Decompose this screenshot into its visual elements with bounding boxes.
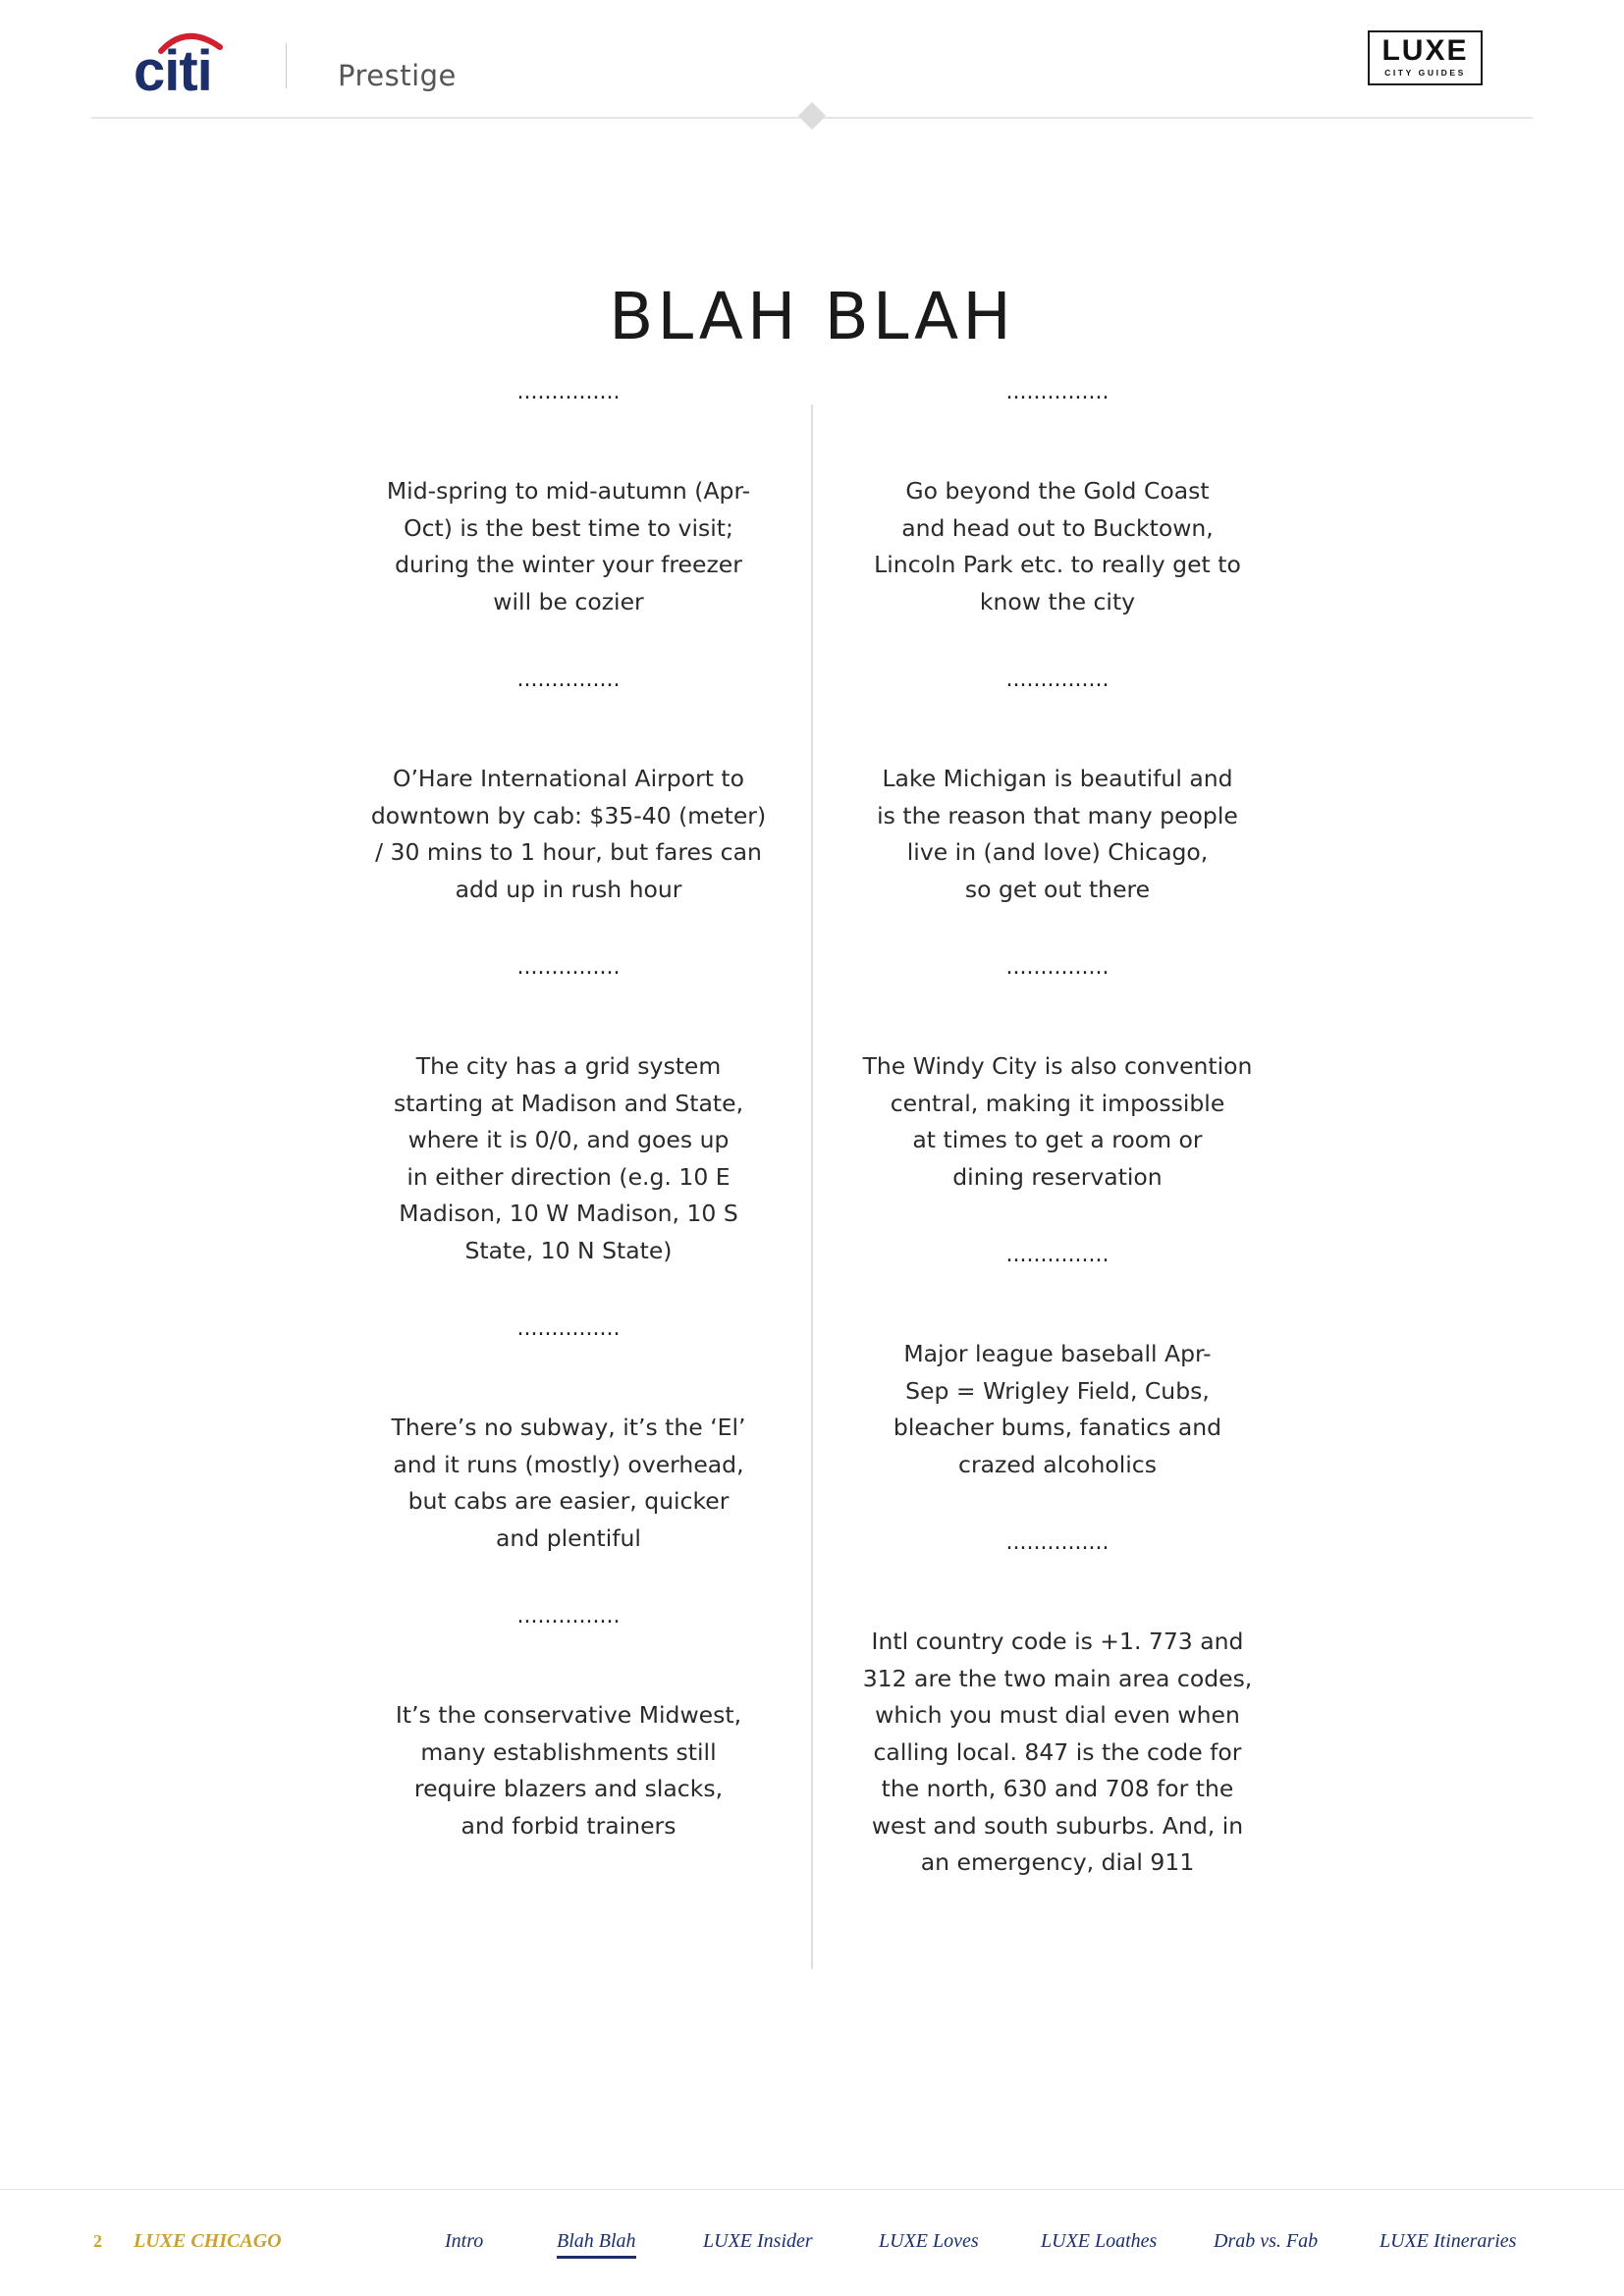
- dotted-separator: ...............: [1005, 667, 1110, 692]
- tip-item: [352, 667, 785, 908]
- tip-item: [352, 955, 785, 1269]
- nav-luxe-insider[interactable]: LUXE Insider: [703, 2230, 813, 2252]
- dotted-separator: ...............: [1005, 1530, 1110, 1555]
- citi-wordmark: citi: [134, 39, 212, 103]
- header-divider: [286, 43, 287, 88]
- tip-item: [841, 380, 1273, 620]
- dotted-separator: ...............: [516, 380, 621, 404]
- tip-item: [352, 1316, 785, 1557]
- diamond-ornament-icon: [798, 102, 826, 130]
- right-column: [841, 380, 1273, 1934]
- dotted-separator: ...............: [516, 1316, 621, 1341]
- dotted-separator: ...............: [516, 955, 621, 980]
- dotted-separator: ...............: [516, 1604, 621, 1629]
- tip-item: [841, 667, 1273, 908]
- page-number: 2: [93, 2231, 102, 2251]
- luxe-logo-wordmark: LUXE: [1381, 34, 1469, 67]
- tip-text: The city has a grid system starting at Madison and State, where it is 0/0, and goes up in either direction (e.g. 10 E Madison, 10 W Madison, 10 S State, 10 N State): [393, 1052, 744, 1264]
- footer-rule: [0, 2189, 1624, 2190]
- dotted-separator: ...............: [1005, 955, 1110, 980]
- nav-luxe-loves[interactable]: LUXE Loves: [879, 2230, 979, 2252]
- tip-text: Intl country code is +1. 773 and 312 are the two main area codes, which you must dial even when calling local. 847 is the code for the north, 630 and 708 for the west and south suburbs. And, in an emergency, dial 911: [862, 1628, 1253, 1876]
- tip-text: It’s the conservative Midwest, many establishments still require blazers and slacks, and forbid trainers: [395, 1701, 742, 1840]
- tier-label: Prestige: [338, 59, 457, 92]
- left-column: [352, 380, 785, 1896]
- tip-text: Go beyond the Gold Coast and head out to Bucktown, Lincoln Park etc. to really get to know the city: [874, 477, 1241, 615]
- dotted-separator: ...............: [516, 667, 621, 692]
- tip-text: O’Hare International Airport to downtown by cab: $35-40 (meter) / 30 mins to 1 hour, but fares can add up in rush hour: [370, 765, 767, 903]
- page-title: BLAH BLAH: [609, 279, 1015, 355]
- tip-item: [352, 380, 785, 620]
- tip-text: There’s no subway, it’s the ‘El’ and it runs (mostly) overhead, but cabs are easier, quicker and plentiful: [391, 1414, 746, 1552]
- citi-logo: [134, 27, 236, 103]
- nav-drab-vs-fab[interactable]: Drab vs. Fab: [1214, 2230, 1319, 2252]
- luxe-city-guides-logo: [1368, 30, 1483, 85]
- nav-blah-blah[interactable]: Blah Blah: [557, 2230, 636, 2259]
- nav-luxe-loathes[interactable]: LUXE Loathes: [1041, 2230, 1158, 2252]
- luxe-logo-subline: CITY GUIDES: [1384, 68, 1466, 78]
- tip-item: [841, 1243, 1273, 1483]
- nav-luxe-itineraries[interactable]: LUXE Itineraries: [1380, 2230, 1517, 2252]
- tip-text: The Windy City is also convention central, making it impossible at times to get a room or dining reservation: [862, 1052, 1253, 1191]
- dotted-separator: ...............: [1005, 380, 1110, 404]
- tip-text: Lake Michigan is beautiful and is the reason that many people live in (and love) Chicago, so get out there: [877, 765, 1238, 903]
- tip-text: Major league baseball Apr- Sep = Wrigley Field, Cubs, bleacher bums, fanatics and crazed alcoholics: [893, 1340, 1222, 1478]
- nav-intro[interactable]: Intro: [445, 2230, 484, 2252]
- column-divider: [811, 404, 813, 1969]
- dotted-separator: ...............: [1005, 1243, 1110, 1267]
- tip-text: Mid-spring to mid-autumn (Apr- Oct) is the best time to visit; during the winter your freezer will be cozier: [386, 477, 751, 615]
- tip-item: [841, 1530, 1273, 1882]
- tip-item: [352, 1604, 785, 1844]
- tip-item: [841, 955, 1273, 1196]
- publication-title: LUXE CHICAGO: [134, 2230, 282, 2252]
